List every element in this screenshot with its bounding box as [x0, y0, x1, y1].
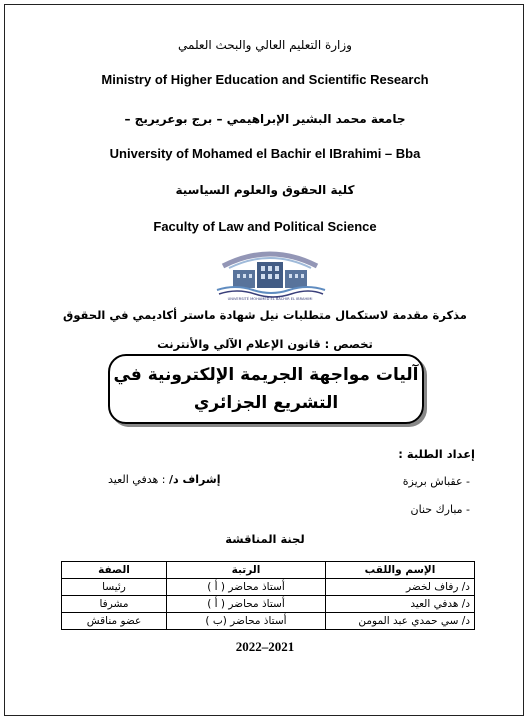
- university-logo-icon: [205, 240, 335, 302]
- university-english: University of Mohamed el Bachir el IBrahimi – Bba: [109, 146, 421, 161]
- member-name: د/ هدفي العيد: [326, 596, 475, 613]
- committee-table: [61, 561, 475, 630]
- member-role: رئيسا: [62, 579, 167, 596]
- student-name-1: - عقباش بريزة: [402, 475, 470, 488]
- table-header-row: [62, 562, 475, 579]
- supervisor-name: : هدفي العيد: [108, 473, 166, 486]
- ministry-arabic: وزارة التعليم العالي والبحث العلمي: [178, 38, 352, 52]
- member-rank: أستاذ محاضر ( أ ): [167, 579, 326, 596]
- faculty-english: Faculty of Law and Political Science: [153, 219, 377, 234]
- faculty-arabic: كلية الحقوق والعلوم السياسية: [175, 183, 355, 197]
- header-name: الإسم واللقب: [326, 562, 475, 579]
- member-name: د/ رفاف لخضر: [326, 579, 475, 596]
- student-name-2: - مبارك حنان: [410, 503, 470, 516]
- logo-caption: UNIVERSITÉ MOHAMED EL BACHIR EL IBRAHIMI: [227, 297, 313, 301]
- supervisor-label: إشراف د/: [169, 473, 221, 486]
- academic-year: 2022–2021: [235, 639, 295, 654]
- thesis-title-line-1: آليات مواجهة الجريمة الإلكترونية في: [113, 365, 419, 385]
- member-role: عضو مناقش: [62, 613, 167, 630]
- member-role: مشرفا: [62, 596, 167, 613]
- supervisor: [108, 473, 221, 486]
- memo-statement: مذكرة مقدمة لاستكمال متطلبات نيل شهادة ماستر أكاديمي في الحقوق: [63, 308, 467, 322]
- thesis-title-box: [108, 354, 424, 424]
- university-logo: [205, 240, 335, 302]
- member-rank: أستاذ محاضر ( أ ): [167, 596, 326, 613]
- ministry-english: Ministry of Higher Education and Scientific Research: [101, 72, 429, 87]
- table-row: [62, 596, 475, 613]
- students-label: إعداد الطلبة :: [398, 447, 475, 461]
- member-rank: أستاذ محاضر (ب ): [167, 613, 326, 630]
- specialization: تخصص : قانون الإعلام الآلي والأنترنت: [157, 337, 373, 351]
- university-arabic: جامعة محمد البشير الإبراهيمي – برج بوعريريج –: [124, 112, 406, 126]
- thesis-title-line-2: التشريع الجزائري: [193, 393, 339, 413]
- header-rank: الرتبة: [167, 562, 326, 579]
- committee-title: لجنة المناقشة: [225, 532, 305, 546]
- header-role: الصفة: [62, 562, 167, 579]
- member-name: د/ سي حمدي عبد المومن: [326, 613, 475, 630]
- table-row: [62, 613, 475, 630]
- table-row: [62, 579, 475, 596]
